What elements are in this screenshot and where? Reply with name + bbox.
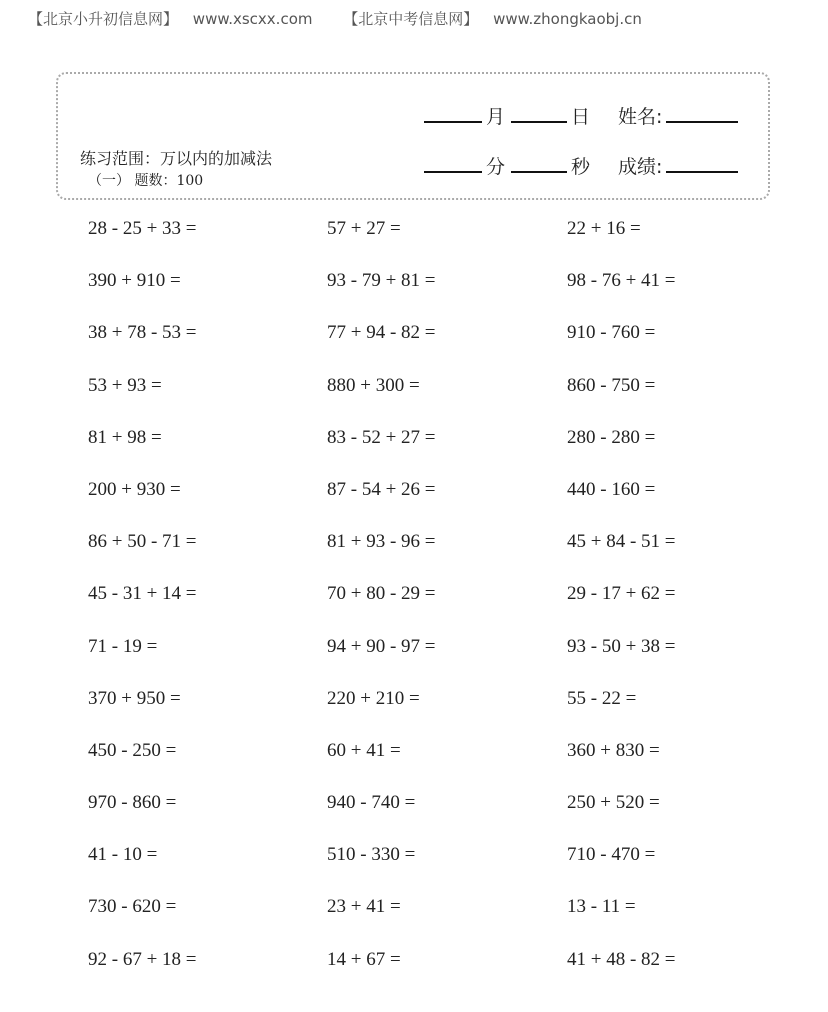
problem-item: 55 - 22 = xyxy=(567,687,637,709)
site1-name: 【北京小升初信息网】 xyxy=(28,10,179,28)
minute-blank[interactable] xyxy=(424,170,482,173)
second-blank[interactable] xyxy=(511,170,567,173)
name-label: 姓名: xyxy=(618,106,663,128)
problem-item: 360 + 830 = xyxy=(567,739,660,761)
problem-item: 98 - 76 + 41 = xyxy=(567,270,676,292)
date-name-row xyxy=(424,102,738,129)
problem-item: 94 + 90 - 97 = xyxy=(327,635,436,657)
problem-item: 83 - 52 + 27 = xyxy=(327,426,436,448)
problem-item: 440 - 160 = xyxy=(567,478,656,500)
problem-item: 880 + 300 = xyxy=(327,374,420,396)
problem-row xyxy=(88,583,788,635)
problem-row xyxy=(88,792,788,844)
problem-item: 910 - 760 = xyxy=(567,322,656,344)
problem-row xyxy=(88,896,788,948)
problem-item: 77 + 94 - 82 = xyxy=(327,322,436,344)
problem-item: 370 + 950 = xyxy=(88,687,181,709)
problem-item: 70 + 80 - 29 = xyxy=(327,583,436,605)
problem-item: 220 + 210 = xyxy=(327,687,420,709)
problem-row xyxy=(88,688,788,740)
problem-item: 28 - 25 + 33 = xyxy=(88,218,197,239)
problem-row xyxy=(88,479,788,531)
problem-row xyxy=(88,740,788,792)
worksheet-header-box xyxy=(56,72,770,200)
problem-item: 970 - 860 = xyxy=(88,792,177,814)
site1-url-link[interactable]: www.xscxx.com xyxy=(192,10,313,28)
site2-url-link[interactable]: www.zhongkaobj.cn xyxy=(493,10,642,28)
problem-item: 22 + 16 = xyxy=(567,218,641,239)
month-label: 月 xyxy=(486,106,506,128)
problem-item: 23 + 41 = xyxy=(327,896,401,918)
problem-item: 730 - 620 = xyxy=(88,896,177,918)
problem-item: 81 + 98 = xyxy=(88,426,162,448)
score-blank[interactable] xyxy=(666,170,738,173)
problem-grid xyxy=(88,218,788,1001)
problem-item: 71 - 19 = xyxy=(88,635,158,657)
day-label: 日 xyxy=(571,106,591,128)
problem-item: 200 + 930 = xyxy=(88,478,181,500)
problem-row xyxy=(88,375,788,427)
problem-item: 53 + 93 = xyxy=(88,374,162,396)
problem-item: 60 + 41 = xyxy=(327,739,401,761)
name-blank[interactable] xyxy=(666,120,738,123)
problem-item: 29 - 17 + 62 = xyxy=(567,583,676,605)
problem-row xyxy=(88,427,788,479)
problem-row xyxy=(88,636,788,688)
problem-item: 92 - 67 + 18 = xyxy=(88,948,197,970)
problem-item: 860 - 750 = xyxy=(567,374,656,396)
problem-item: 710 - 470 = xyxy=(567,844,656,866)
minute-label: 分 xyxy=(486,156,506,178)
problem-row xyxy=(88,322,788,374)
problem-item: 450 - 250 = xyxy=(88,739,177,761)
problem-item: 45 + 84 - 51 = xyxy=(567,531,676,553)
problem-item: 940 - 740 = xyxy=(327,792,416,814)
problem-row xyxy=(88,270,788,322)
problem-item: 81 + 93 - 96 = xyxy=(327,531,436,553)
problem-row xyxy=(88,844,788,896)
problem-item: 13 - 11 = xyxy=(567,896,636,918)
problem-item: 250 + 520 = xyxy=(567,792,660,814)
problem-row xyxy=(88,218,788,270)
problem-item: 14 + 67 = xyxy=(327,948,401,970)
problem-item: 510 - 330 = xyxy=(327,844,416,866)
problem-row xyxy=(88,949,788,1001)
score-label: 成绩: xyxy=(618,156,663,178)
problem-item: 41 + 48 - 82 = xyxy=(567,948,676,970)
problem-item: 87 - 54 + 26 = xyxy=(327,478,436,500)
practice-range: 练习范围：万以内的加减法 xyxy=(80,149,273,168)
problem-item: 93 - 79 + 81 = xyxy=(327,270,436,292)
problem-item: 45 - 31 + 14 = xyxy=(88,583,197,605)
month-blank[interactable] xyxy=(424,120,482,123)
time-score-row xyxy=(424,152,738,179)
problem-row xyxy=(88,531,788,583)
problem-item: 390 + 910 = xyxy=(88,270,181,292)
site2-name: 【北京中考信息网】 xyxy=(343,10,479,28)
problem-item: 57 + 27 = xyxy=(327,218,401,239)
problem-item: 93 - 50 + 38 = xyxy=(567,635,676,657)
problem-item: 280 - 280 = xyxy=(567,426,656,448)
site-header xyxy=(28,8,652,29)
problem-item: 41 - 10 = xyxy=(88,844,158,866)
day-blank[interactable] xyxy=(511,120,567,123)
problem-item: 38 + 78 - 53 = xyxy=(88,322,197,344)
problem-count: （一） 题数：100 xyxy=(88,173,204,189)
second-label: 秒 xyxy=(571,156,591,178)
problem-item: 86 + 50 - 71 = xyxy=(88,531,197,553)
